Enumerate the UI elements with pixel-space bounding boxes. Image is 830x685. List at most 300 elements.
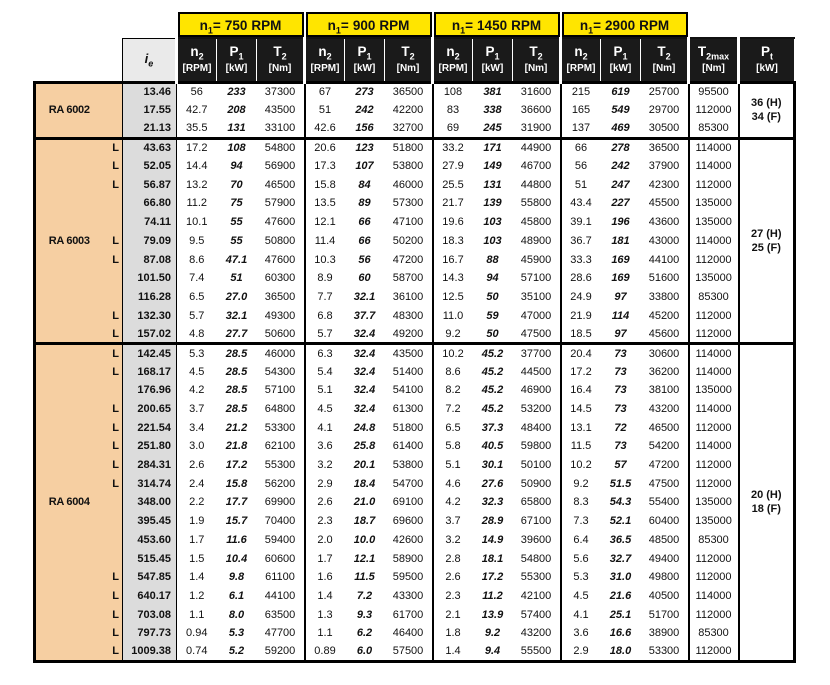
n2-value: 137 [571, 121, 591, 134]
t2-value: 35100 [513, 288, 561, 307]
t2max-value: 112000 [689, 418, 739, 437]
ie-value: 43.63 [123, 138, 177, 157]
l-marker [103, 512, 123, 531]
t2-value: 43500 [385, 344, 433, 363]
t2-value: 42300 [641, 175, 689, 194]
p1-value: 18.7 [353, 515, 376, 528]
p1-value: 88 [486, 253, 499, 266]
n1-symbol: n [327, 17, 336, 33]
n2-value: 6.3 [317, 347, 333, 360]
t2-value: 47200 [641, 456, 689, 475]
p1-value: 169 [611, 272, 630, 285]
ie-value: 17.55 [123, 101, 177, 120]
t2-value: 60400 [641, 512, 689, 531]
n2-value: 83 [446, 104, 460, 117]
table-row [35, 437, 795, 456]
t2max-value: 112000 [689, 643, 739, 662]
t2max-value: 135000 [689, 269, 739, 288]
t2-value: 59800 [513, 437, 561, 456]
n2-value: 18.3 [442, 234, 464, 247]
t2-value: 67100 [513, 512, 561, 531]
p1-value: 247 [611, 178, 630, 191]
t2-value: 54300 [257, 362, 305, 381]
l-marker: L [103, 474, 123, 493]
t2-value: 36500 [641, 138, 689, 157]
t2-value: 47600 [257, 250, 305, 269]
n2-value: 11.2 [186, 197, 208, 210]
n2-value: 18.5 [570, 327, 592, 340]
p1-value: 32.4 [353, 403, 376, 416]
table-row [35, 587, 795, 606]
ie-value: 87.08 [123, 250, 177, 269]
t2-value: 50200 [385, 232, 433, 251]
l-marker: L [103, 605, 123, 624]
group-ra-6002 [35, 82, 795, 138]
p1-value: 156 [355, 121, 374, 134]
t2-value: 57900 [257, 194, 305, 213]
n2-value: 5.3 [573, 571, 589, 584]
l-marker: L [103, 325, 123, 344]
n2-value: 6.5 [445, 421, 461, 434]
p1-value: 30.1 [481, 459, 504, 472]
n2-value: 14.4 [186, 160, 208, 173]
group-ra-6003 [35, 138, 795, 344]
n2-value: 5.1 [445, 459, 461, 472]
p1-value: 11.6 [226, 533, 247, 546]
p1-value: 54.3 [609, 496, 632, 509]
table-row [35, 418, 795, 437]
t2-value: 44100 [641, 250, 689, 269]
p1-value: 21.2 [225, 421, 248, 434]
l-marker [103, 381, 123, 400]
n2-value: 1.1 [189, 608, 205, 621]
group-label: RA 6003 [35, 138, 103, 344]
p1-value: 27.6 [481, 477, 504, 490]
p1-value: 89 [358, 197, 371, 210]
ie-value: 1009.38 [123, 643, 177, 662]
p1-value: 131 [227, 121, 246, 134]
n2-value: 13.1 [570, 421, 592, 434]
n2-value: 33.2 [442, 142, 464, 155]
t2-value: 49300 [257, 306, 305, 325]
t2-value: 45500 [641, 194, 689, 213]
p1-value: 31.0 [609, 571, 632, 584]
t2-value: 50100 [513, 456, 561, 475]
speed-header-1450 [434, 12, 560, 37]
table-row [35, 213, 795, 232]
t2-value: 38100 [641, 381, 689, 400]
t2-value: 59500 [385, 568, 433, 587]
p1-value: 27.7 [225, 327, 248, 340]
t2-value: 51800 [385, 418, 433, 437]
t2max-value: 114000 [689, 138, 739, 157]
t2max-value: 112000 [689, 549, 739, 568]
l-marker [103, 82, 123, 101]
t2-value: 53800 [385, 157, 433, 176]
l-marker: L [103, 456, 123, 475]
p1-value: 73 [614, 440, 627, 453]
t2-value: 56200 [257, 474, 305, 493]
t2max-value: 114000 [689, 362, 739, 381]
ie-subscript: e [148, 58, 154, 69]
n2-value: 20.4 [570, 347, 592, 360]
t2-value: 44500 [513, 362, 561, 381]
t2-value: 55300 [257, 456, 305, 475]
speed-header-750-cell [177, 11, 305, 38]
t2-value: 51800 [385, 138, 433, 157]
table-row [35, 605, 795, 624]
n2-value: 56 [574, 160, 588, 173]
t2-value: 55500 [513, 643, 561, 662]
p1-value: 17.2 [225, 459, 248, 472]
n2-value: 39.1 [570, 216, 592, 229]
p1-value: 227 [611, 197, 630, 210]
t2-value: 25700 [641, 82, 689, 101]
ie-value: 547.85 [123, 568, 177, 587]
n2-value: 33.3 [570, 253, 592, 266]
t2-value: 44900 [513, 138, 561, 157]
ie-value: 21.13 [123, 119, 177, 138]
equals-sign: = [465, 17, 474, 33]
p1-value: 6.1 [228, 589, 245, 602]
n2-value: 4.5 [573, 589, 589, 602]
p1-value: 32.4 [353, 384, 376, 397]
n2-value: 1.5 [189, 552, 205, 565]
ie-value: 13.46 [123, 82, 177, 101]
n2-value: 12.1 [314, 216, 336, 229]
n1-subscript: 1 [207, 25, 213, 36]
n2-value: 8.6 [445, 365, 461, 378]
p1-value: 45.2 [481, 365, 504, 378]
pt-value [739, 82, 795, 138]
p1-value: 103 [483, 216, 502, 229]
speed-value: 2900 [605, 17, 636, 33]
p1-value: 28.5 [225, 384, 248, 397]
table-row [35, 474, 795, 493]
table-header [35, 11, 795, 82]
n2-value: 5.8 [445, 440, 461, 453]
t2max-value: 95500 [689, 82, 739, 101]
n2-value: 1.4 [445, 645, 461, 658]
p1-value: 36.5 [609, 533, 632, 546]
table-row [35, 119, 795, 138]
t2-value: 43300 [385, 587, 433, 606]
t2max-value: 112000 [689, 605, 739, 624]
pt-line: 25 (F) [751, 241, 781, 254]
l-marker: L [103, 157, 123, 176]
t2-value: 53800 [385, 456, 433, 475]
n2-value: 13.5 [314, 197, 336, 210]
t2-value: 57400 [513, 605, 561, 624]
ie-value: 168.17 [123, 362, 177, 381]
p1-value: 131 [483, 178, 502, 191]
table-row [35, 232, 795, 251]
n2-value: 4.2 [445, 496, 461, 509]
t2-value: 70400 [257, 512, 305, 531]
t2max-value: 112000 [689, 175, 739, 194]
t2-value: 46700 [513, 157, 561, 176]
p1-value: 17.7 [225, 496, 248, 509]
pt-line: 34 (F) [751, 111, 781, 124]
n2-value: 6.5 [189, 290, 205, 303]
l-marker: L [103, 400, 123, 419]
speed-value: 750 [224, 17, 248, 33]
col-head-p1: $P_1$ [kW] [473, 38, 513, 82]
n2-value: 35.5 [186, 121, 208, 134]
t2-value: 47700 [257, 624, 305, 643]
p1-value: 9.8 [228, 571, 245, 584]
col-head-t2: $T_2$ [Nm] [641, 38, 689, 82]
n2-value: 5.1 [317, 384, 333, 397]
n2-value: 66 [574, 142, 588, 155]
p1-value: 20.1 [353, 459, 376, 472]
t2-value: 50900 [513, 474, 561, 493]
l-marker [103, 213, 123, 232]
l-marker: L [103, 643, 123, 662]
n2-value: 11.0 [442, 309, 464, 322]
p1-value: 10.0 [353, 533, 376, 546]
p1-value: 139 [483, 197, 502, 210]
t2-value: 40500 [641, 587, 689, 606]
p1-value: 51.5 [609, 477, 632, 490]
speed-unit: RPM [639, 17, 670, 33]
p1-value: 66 [358, 234, 371, 247]
t2max-value: 85300 [689, 624, 739, 643]
t2-value: 55800 [513, 194, 561, 213]
n2-value: 69 [446, 121, 460, 134]
t2-value: 32700 [385, 119, 433, 138]
n2-value: 2.6 [317, 496, 333, 509]
p1-value: 171 [483, 142, 502, 155]
n2-value: 7.2 [445, 403, 461, 416]
p1-value: 70 [230, 178, 243, 191]
n2-value: 5.7 [317, 327, 333, 340]
n2-value: 2.2 [189, 496, 205, 509]
header-spacer [35, 38, 123, 82]
n2-value: 2.1 [445, 608, 461, 621]
p1-value: 16.6 [609, 627, 632, 640]
n2-value: 3.7 [445, 515, 461, 528]
t2-value: 54800 [513, 549, 561, 568]
t2max-value: 114000 [689, 587, 739, 606]
t2-value: 29700 [641, 101, 689, 120]
n2-value: 1.6 [317, 571, 333, 584]
t2-value: 36500 [257, 288, 305, 307]
p1-value: 381 [483, 86, 502, 99]
t2max-value: 112000 [689, 474, 739, 493]
l-marker [103, 101, 123, 120]
p1-value: 245 [483, 121, 502, 134]
t2-value: 36500 [385, 82, 433, 101]
pt-line: 36 (H) [750, 96, 782, 109]
t2max-value: 135000 [689, 213, 739, 232]
n2-value: 20.6 [314, 142, 336, 155]
n2-value: 1.7 [317, 552, 333, 565]
t2-value: 48400 [513, 418, 561, 437]
l-marker [103, 269, 123, 288]
n2-value: 11.4 [314, 234, 336, 247]
l-marker [103, 288, 123, 307]
n2-value: 19.6 [442, 216, 464, 229]
n2-value: 14.5 [570, 403, 592, 416]
t2-value: 49800 [641, 568, 689, 587]
p1-value: 469 [611, 121, 630, 134]
p1-value: 11.5 [354, 571, 375, 584]
speed-header-900-cell [305, 11, 433, 38]
l-marker [103, 531, 123, 550]
n2-value: 5.4 [317, 365, 333, 378]
t2-value: 36200 [641, 362, 689, 381]
p1-value: 84 [358, 178, 371, 191]
p1-value: 17.2 [481, 571, 504, 584]
t2-value: 33800 [641, 288, 689, 307]
n1-symbol: n [451, 17, 461, 33]
n2-value: 0.94 [186, 627, 208, 640]
p1-value: 73 [614, 365, 627, 378]
t2-value: 59400 [257, 531, 305, 550]
p1-value: 32.4 [353, 347, 376, 360]
l-marker: L [103, 624, 123, 643]
l-marker: L [103, 587, 123, 606]
n2-value: 0.89 [314, 645, 336, 658]
n2-value: 0.74 [186, 645, 208, 658]
l-marker: L [103, 418, 123, 437]
t2-value: 55400 [641, 493, 689, 512]
ie-value: 116.28 [123, 288, 177, 307]
n2-value: 4.1 [573, 608, 589, 621]
n2-value: 1.7 [189, 533, 205, 546]
p1-value: 37.7 [353, 309, 376, 322]
t2-value: 61400 [385, 437, 433, 456]
table-row [35, 512, 795, 531]
p1-value: 103 [483, 234, 502, 247]
t2max-value: 135000 [689, 493, 739, 512]
l-marker [103, 493, 123, 512]
col-head-t2: $T_2$ [Nm] [513, 38, 561, 82]
p1-value: 97 [614, 327, 627, 340]
p1-value: 75 [230, 197, 243, 210]
col-head-p1: $P_1$ [kW] [217, 38, 257, 82]
n2-value: 4.1 [317, 421, 333, 434]
n2-value: 1.2 [189, 589, 205, 602]
n2-value: 2.3 [445, 589, 461, 602]
p1-value: 73 [614, 384, 627, 397]
n2-value: 5.3 [189, 347, 205, 360]
n2-value: 7.4 [189, 272, 205, 285]
n1-symbol: n [579, 17, 589, 33]
ie-value: 176.96 [123, 381, 177, 400]
t2-value: 37300 [257, 82, 305, 101]
table-row [35, 101, 795, 120]
n2-value: 24.9 [570, 290, 592, 303]
n2-value: 14.3 [442, 272, 464, 285]
p1-value: 242 [611, 160, 630, 173]
ie-column-header [123, 38, 177, 82]
ie-value: 52.05 [123, 157, 177, 176]
p1-value: 233 [227, 86, 246, 99]
n2-value: 12.5 [442, 290, 464, 303]
t2-value: 47100 [385, 213, 433, 232]
p1-value: 45.2 [481, 403, 504, 416]
pt-value [739, 344, 795, 662]
n2-value: 8.2 [445, 384, 461, 397]
table-row [35, 269, 795, 288]
ie-value: 79.09 [123, 232, 177, 251]
equals-sign: = [212, 17, 221, 33]
n2-value: 2.6 [189, 459, 205, 472]
col-head-n2: $n_2$ [RPM] [433, 38, 473, 82]
p1-value: 51 [230, 272, 243, 285]
t2max-value: 114000 [689, 437, 739, 456]
n2-value: 2.4 [189, 477, 205, 490]
n2-value: 25.5 [442, 178, 464, 191]
n2-value: 16.4 [570, 384, 592, 397]
group-ra-6004 [35, 344, 795, 662]
n2-value: 4.6 [445, 477, 461, 490]
n2-value: 4.2 [189, 384, 205, 397]
table-row [35, 549, 795, 568]
t2-value: 57300 [385, 194, 433, 213]
n2-value: 17.2 [570, 365, 592, 378]
t2-value: 51600 [641, 269, 689, 288]
t2max-value: 112000 [689, 325, 739, 344]
p1-value: 56 [358, 253, 371, 266]
n2-value: 1.4 [317, 589, 333, 602]
p1-value: 52.1 [609, 515, 632, 528]
t2max-value: 114000 [689, 157, 739, 176]
table-row [35, 568, 795, 587]
t2-value: 60300 [257, 269, 305, 288]
pt-value [739, 138, 795, 344]
l-marker: L [103, 306, 123, 325]
n2-value: 3.2 [445, 533, 461, 546]
col-head-n2: $n_2$ [RPM] [305, 38, 345, 82]
table-row [35, 493, 795, 512]
p1-value: 59 [486, 309, 499, 322]
p1-value: 32.4 [353, 365, 376, 378]
t2max-value: 135000 [689, 194, 739, 213]
p1-value: 273 [355, 86, 374, 99]
ie-value: 142.45 [123, 344, 177, 363]
t2-value: 45800 [513, 213, 561, 232]
ie-value: 251.80 [123, 437, 177, 456]
n2-value: 1.1 [317, 627, 333, 640]
t2max-value: 112000 [689, 101, 739, 120]
speed-header-1450-cell [433, 11, 561, 38]
p1-value: 28.9 [481, 515, 504, 528]
n2-value: 1.4 [189, 571, 205, 584]
t2-value: 46500 [641, 418, 689, 437]
col-head-p1: $P_1$ [kW] [345, 38, 385, 82]
t2-value: 63500 [257, 605, 305, 624]
t2-value: 37700 [513, 344, 561, 363]
p1-value: 25.1 [609, 608, 632, 621]
t2-value: 65800 [513, 493, 561, 512]
t2-value: 43500 [257, 101, 305, 120]
p1-value: 27.0 [225, 290, 248, 303]
p1-value: 97 [614, 290, 627, 303]
t2-value: 36600 [513, 101, 561, 120]
n2-value: 3.0 [189, 440, 205, 453]
speed-value: 900 [352, 17, 376, 33]
p1-value: 15.7 [225, 515, 248, 528]
n2-value: 21.9 [570, 309, 592, 322]
equals-sign: = [593, 17, 602, 33]
t2-value: 45200 [641, 306, 689, 325]
p1-value: 123 [355, 142, 374, 155]
col-head-n2: $n_2$ [RPM] [561, 38, 601, 82]
l-marker: L [103, 175, 123, 194]
